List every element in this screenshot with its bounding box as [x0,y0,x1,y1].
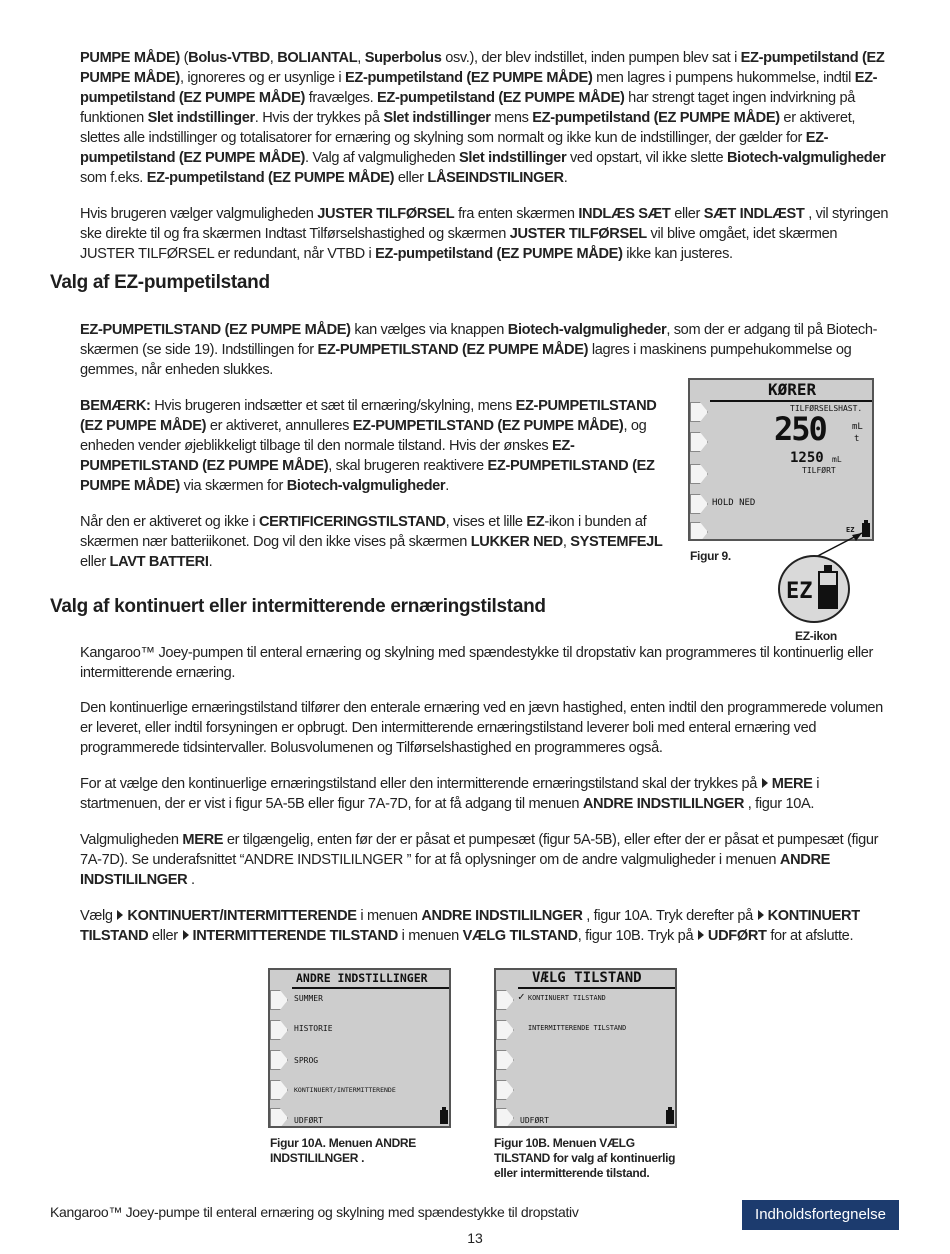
bold-term: MERE [771,776,813,792]
screen-arrow-button [270,1020,288,1040]
screen-title: ANDRE INDSTILLINGER [296,971,428,985]
bold-term: EZ-pumpetilstand (EZ PUMPE MÅDE) [345,70,593,86]
bold-term: Slet indstillinger [383,110,491,126]
bold-term: JUSTER TILFØRSEL [317,206,455,222]
continuous-paragraph-4 [80,830,895,890]
bold-term: EZ-PUMPETILSTAND (EZ PUMPE MÅDE) [80,322,351,338]
screen-arrow-button [270,1050,288,1070]
bold-term: Biotech-valgmuligheder [507,322,667,338]
bold-term: ANDRE INDSTILILNGER [582,796,745,812]
bold-term: EZ-pumpetilstand (EZ PUMPE MÅDE) [80,50,885,86]
ez-battery-cap [824,565,832,571]
bold-term: KONTINUERT TILSTAND [80,908,860,944]
menu-item-udfoert: UDFØRT [520,1116,549,1125]
ez-icon-zoom [778,555,850,623]
arrow-icon [758,910,764,920]
bold-term: ANDRE INDSTILILNGER [421,908,583,924]
menu-item-summer: SUMMER [294,994,323,1003]
text-run: , [357,50,365,66]
bold-term: INTERMITTERENDE [223,908,357,924]
arrow-icon [117,910,123,920]
menu-item-historie: HISTORIE [294,1024,333,1033]
rate-value: 250 [774,410,826,448]
text-run: kan vælges via knappen [350,322,508,338]
check-icon: ✓ [518,990,525,1003]
text-run: Når den er aktiveret og ikke i [80,514,259,530]
figure-10a-screen [268,968,451,1128]
text-run: , figur 10B. Tryk på [577,928,697,944]
bold-term: Slet indstillinger [147,110,255,126]
bold-term: VÆLG TILSTAND [462,928,578,944]
menu-item-udfoert: UDFØRT [294,1116,323,1125]
bold-term: EZ-pumpetilstand (EZ PUMPE MÅDE) [80,130,829,166]
screen-arrow-button [690,522,708,541]
volume-label: TILFØRT [802,466,836,475]
text-run: . [208,554,213,570]
screen-arrow-button [496,1108,514,1128]
continuous-paragraph-5 [80,906,895,946]
text-run: osv.), der blev indstillet, inden pumpen blev sat i [441,50,741,66]
text-run: eller [670,206,704,222]
menu-item-kontinuert-tilstand: KONTINUERT TILSTAND [528,994,606,1002]
screen-arrow-button [690,464,708,484]
bold-term: ANDRE INDSTILILNGER [80,852,831,888]
text-run: men lagres i pumpens hukommelse, indtil [592,70,855,86]
text-run: Hvis brugeren indsætter et sæt til ernæring/skylning, mens [150,398,516,414]
screen-arrow-button [496,1050,514,1070]
bold-term: UDFØRT [707,928,767,944]
screen-title: VÆLG TILSTAND [532,970,642,986]
page-number: 13 [467,1230,483,1246]
bold-term: EZ-pumpetilstand (EZ PUMPE MÅDE) [146,170,395,186]
ez-paragraph-1 [80,320,895,380]
text-run: fravælges. [304,90,378,106]
arrow-icon [183,930,189,940]
text-run: , ignoreres og er usynlige i [179,70,346,86]
text-run: for at afslutte. [766,928,854,944]
screen-arrow-button [690,402,708,422]
screen-arrow-button [690,432,708,452]
bold-term: EZ-pumpetilstand (EZ PUMPE MÅDE) [80,70,878,106]
text-run: via skærmen for [179,478,287,494]
hold-label: HOLD NED [712,498,756,508]
ez-icon-letters: EZ [786,579,813,604]
text-run: , figur 10A. [744,796,815,812]
section-heading-ez-pump: Valg af EZ-pumpetilstand [50,272,270,293]
screen-arrow-button [496,1080,514,1100]
text-run: er aktiveret, slettes alle indstillinger og totalisatorer for ernæring og skylning som normalt og ikke kun de indstillinger, der gælder for [80,110,856,146]
bold-term: INTERMITTERENDE TILSTAND [192,928,398,944]
bold-term: KONTINUERT [127,908,220,924]
text-run: eller [80,554,110,570]
text-run: . Hvis der trykkes på [254,110,384,126]
bold-term: EZ-PUMPETILSTAND (EZ PUMPE MÅDE) [80,458,655,494]
screen-arrow-button [270,1108,288,1128]
intro-paragraph-1 [80,48,895,188]
bold-term: JUSTER TILFØRSEL [509,226,647,242]
text-run: , [269,50,278,66]
text-run: For at vælge den kontinuerlige ernæringstilstand eller den intermitterende ernæringstilstand skal der trykkes på [80,776,761,792]
figure-9-screen [688,378,874,541]
rate-unit-bottom: t [854,434,860,444]
text-run: -ikon i bunden af skærmen nær batteriikonet. Dog vil den ikke vises på skærmen [80,514,647,550]
toc-button[interactable]: Indholdsfortegnelse [742,1200,899,1230]
figure-9-caption: Figur 9. [690,549,731,563]
section-heading-continuous: Valg af kontinuert eller intermitterende ernæringstilstand [50,596,546,617]
bold-term: EZ-PUMPETILSTAND (EZ PUMPE MÅDE) [317,342,589,358]
text-run: eller [148,928,182,944]
arrow-icon [762,778,768,788]
bold-term: EZ-pumpetilstand (EZ PUMPE MÅDE) [532,110,780,126]
arrow-icon [698,930,704,940]
bold-term: Bolus-VTBD [188,50,270,66]
bold-term: LÅSEINDSTILINGER [427,170,564,186]
text-run: i startmenuen, der er vist i figur 5A-5B eller figur 7A-7D, for at få adgang til menuen [80,776,820,812]
bold-term: Biotech-valgmuligheder [726,150,886,166]
footer-text: Kangaroo™ Joey-pumpe til enteral ernæring og skylning med spændestykke til dropstativ [50,1204,579,1220]
bold-term: Biotech-valgmuligheder [286,478,446,494]
text-run: , [562,534,571,550]
screen-arrow-button [690,494,708,514]
rate-label: TILFØRSELSHAST. [790,404,863,413]
text-run: . [187,872,195,888]
text-run: i menuen [397,928,463,944]
text-run: . [445,478,449,494]
text-run: eller [394,170,428,186]
text-run: , vises et lille [445,514,527,530]
screen-arrow-button [270,1080,288,1100]
text-run: mens [490,110,533,126]
bold-term: BOLIANTAL [277,50,358,66]
screen-arrow-button [270,990,288,1010]
volume-unit: mL [832,455,842,464]
text-run: . Valg af valgmuligheden [304,150,460,166]
rate-unit-top: mL [852,422,863,432]
bold-term: SÆT INDLÆST [703,206,805,222]
figure-10b-caption: Figur 10B. Menuen VÆLG TILSTAND for valg af kontinuerlig eller intermitterende tilstand. [494,1136,676,1180]
text-run: ved opstart, vil ikke slette [566,150,727,166]
text-run: Den kontinuerlige ernæringstilstand tilfører den enterale ernæring ved en jævn hastighed, enten indtil den programmerede volumen er leveret, eller indtil forsyningen er opbrugt. Den intermitterende ernæringstilstand leverer boli med enteral ernæring ved programmerede tidsintervaller. Bolusvolumenen og Tilførselshastighed en programmeres også. [80,700,883,756]
intro-paragraph-2 [80,204,895,264]
note-paragraph [80,396,670,496]
bold-term: BEMÆRK: [80,398,151,414]
text-run: Hvis brugeren vælger valgmuligheden [80,206,318,222]
continuous-paragraph-1 [80,643,895,683]
bold-term: EZ-pumpetilstand (EZ PUMPE MÅDE) [377,90,625,106]
continuous-paragraph-2 [80,698,895,758]
text-run: ( [179,50,189,66]
bold-term: INDLÆS SÆT [578,206,671,222]
ez-icon-caption: EZ-ikon [795,629,837,643]
bold-term: / [219,908,224,924]
figure-10b-screen [494,968,677,1128]
screen-divider [710,400,872,402]
text-run: lagres i maskinens pumpehukommelse og gemmes, når enheden slukkes. [80,342,852,378]
bold-term: MERE [182,832,224,848]
bold-term: EZ [526,514,545,530]
text-run: , figur 10A. Tryk derefter på [582,908,757,924]
continuous-paragraph-3 [80,774,895,814]
text-run: fra enten skærmen [454,206,579,222]
ez-battery-icon [818,571,838,609]
text-run: er tilgængelig, enten før der er påsat et pumpesæt (figur 5A-5B), eller efter der er påsat et pumpesæt (figur 7A-7D). Se underafsnittet “ANDRE INDSTILILNGER ” for at få oplysninger om de andre valgmuligheder i menuen [80,832,879,868]
bold-term: Superbolus [364,50,442,66]
bold-term: LAVT BATTERI [109,554,209,570]
screen-arrow-button [496,990,514,1010]
text-run: som f.eks. [80,170,147,186]
text-run: i menuen [356,908,422,924]
text-run: . [563,170,568,186]
text-run: har strengt taget ingen indvirkning på funktionen [80,90,856,126]
text-run: Vælg [80,908,117,924]
text-run: , og enheden vender øjeblikkeligt tilbage til den normale tilstand. Hvis der ønskes [80,418,647,454]
text-run: ikke kan justeres. [622,246,733,262]
bold-term: LUKKER NED [470,534,563,550]
bold-term: SYSTEMFEJL [570,534,663,550]
bold-term: EZ-PUMPETILSTAND (EZ PUMPE MÅDE) [352,418,624,434]
text-run: , vil styringen ske direkte til og fra skærmen Indtast Tilførselshastighed og skærmen [80,206,889,242]
ez-icon-paragraph [80,512,670,572]
screen-title: KØRER [768,380,817,399]
battery-icon [440,1110,448,1124]
text-run: vil blive omgået, idet skærmen JUSTER TILFØRSEL er redundant, når VTBD i [80,226,838,262]
bold-term: Slet indstillinger [459,150,567,166]
bold-term: CERTIFICERINGSTILSTAND [258,514,446,530]
text-run: Kangaroo™ Joey-pumpen til enteral ernæring og skylning med spændestykke til dropstativ kan programmeres til kontinuerlig eller intermitterende ernæring. [80,645,874,681]
bold-term: EZ-pumpetilstand (EZ PUMPE MÅDE) [375,246,623,262]
menu-item-intermitterende-tilstand: INTERMITTERENDE TILSTAND [528,1024,627,1032]
menu-item-sprog: SPROG [294,1056,319,1065]
figure-10a-caption: Figur 10A. Menuen ANDRE INDSTILILNGER . [270,1136,417,1165]
bold-term: EZ-PUMPETILSTAND (EZ PUMPE MÅDE) [80,438,575,474]
text-run: Valgmuligheden [80,832,183,848]
volume-value: 1250 [790,450,824,466]
screen-arrow-button [496,1020,514,1040]
screen-divider [518,987,675,989]
text-run: , som der er adgang til på Biotech-skærmen (se side 19). Indstillingen for [80,322,878,358]
bold-term: EZ-PUMPETILSTAND (EZ PUMPE MÅDE) [80,398,657,434]
screen-divider [292,987,449,989]
text-run: , skal brugeren reaktivere [328,458,488,474]
bold-term: PUMPE MÅDE) [80,50,180,66]
text-run: er aktiveret, annulleres [206,418,353,434]
menu-item-kontinuert: KONTINUERT/INTERMITTERENDE [294,1086,396,1094]
battery-icon [666,1110,674,1124]
ez-small-icon: EZ [846,526,855,534]
